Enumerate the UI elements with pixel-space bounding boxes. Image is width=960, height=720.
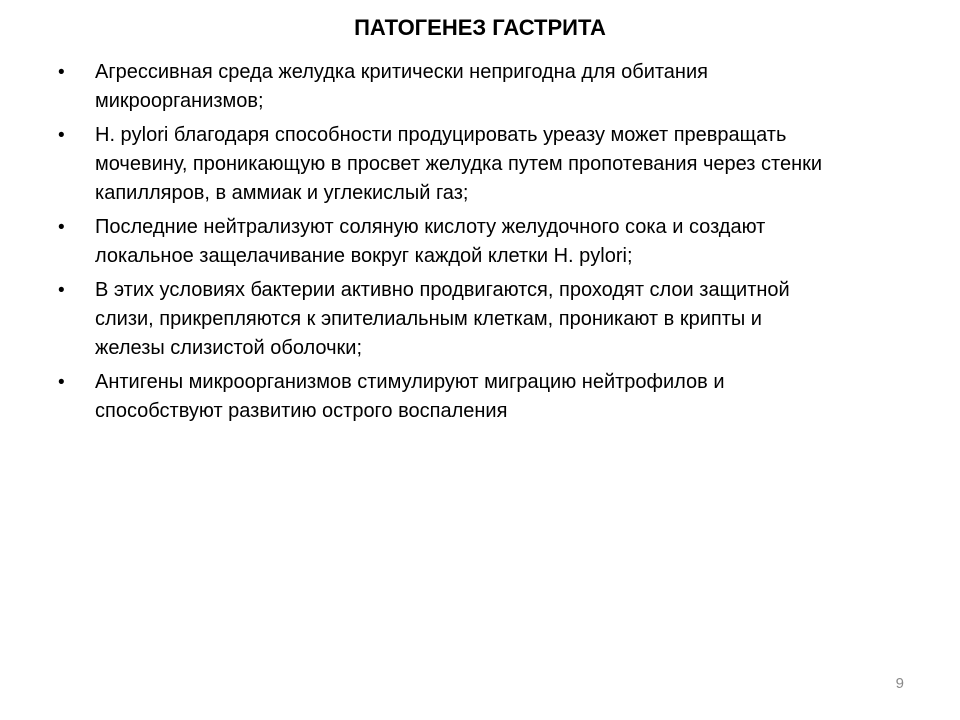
- bullet-text: [95, 368, 940, 426]
- bullet-line: Антигены микроорганизмов стимулируют миграцию нейтрофилов и: [95, 371, 725, 393]
- bullet-line: Последние нейтрализуют соляную кислоту желудочного сока и создают: [95, 216, 766, 238]
- bullet-marker-icon: •: [58, 62, 65, 83]
- bullet-list: [0, 58, 960, 426]
- slide-title: ПАТОГЕНЕЗ ГАСТРИТА: [354, 15, 606, 40]
- bullet-line: локальное защелачивание вокруг каждой клетки H. pylori;: [95, 245, 633, 267]
- bullet-line: железы слизистой оболочки;: [95, 337, 363, 359]
- bullet-marker-icon: •: [58, 372, 65, 393]
- bullet-marker-icon: •: [58, 217, 65, 238]
- bullet-item-1: [0, 58, 960, 116]
- bullet-text: [95, 213, 940, 271]
- bullet-text: [95, 58, 940, 116]
- bullet-marker-icon: •: [58, 125, 65, 146]
- bullet-item-4: [0, 276, 960, 363]
- bullet-item-2: [0, 121, 960, 208]
- bullet-item-3: [0, 213, 960, 271]
- bullet-line: мочевину, проникающую в просвет желудка путем пропотевания через стенки: [95, 153, 823, 175]
- bullet-line: слизи, прикрепляются к эпителиальным клеткам, проникают в крипты и: [95, 308, 762, 330]
- bullet-line: Агрессивная среда желудка критически непригодна для обитания: [95, 61, 708, 83]
- bullet-line: капилляров, в аммиак и углекислый газ;: [95, 182, 469, 204]
- page-number: 9: [895, 675, 904, 692]
- bullet-line: способствуют развитию острого воспаления: [95, 400, 508, 422]
- bullet-marker-icon: •: [58, 280, 65, 301]
- bullet-line: H. pylori благодаря способности продуцировать уреазу может превращать: [95, 124, 787, 146]
- bullet-line: микроорганизмов;: [95, 90, 264, 112]
- bullet-item-5: [0, 368, 960, 426]
- bullet-line: В этих условиях бактерии активно продвигаются, проходят слои защитной: [95, 279, 790, 301]
- bullet-text: [95, 276, 940, 363]
- bullet-text: [95, 121, 940, 208]
